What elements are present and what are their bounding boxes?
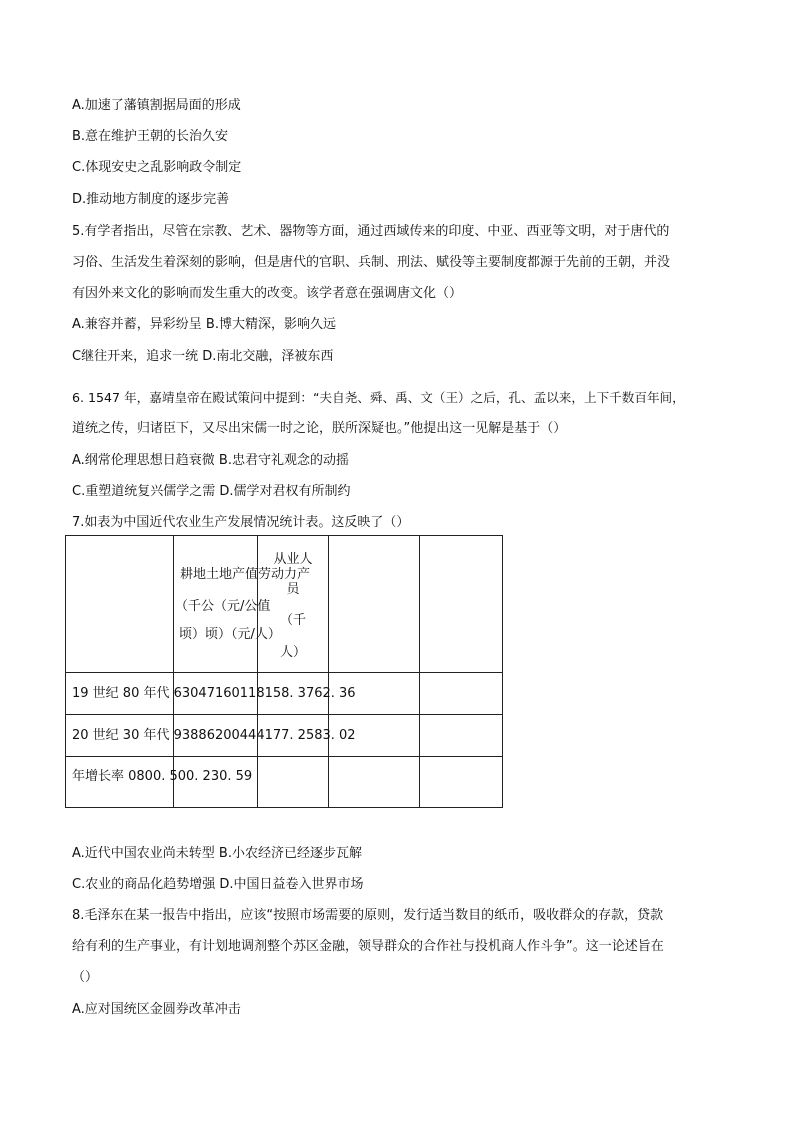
table-header-main: 耕地土地产值劳动力产 — [180, 567, 311, 582]
q8-stem-line-1: 8.毛泽东在某一报告中指出，应该“按照市场需要的原则，发行适当数目的纸币，吸收群众的存款，贷款 — [72, 908, 664, 923]
table-row-1880s: 19 世纪 80 年代 63047160118158. 3762. 36 — [72, 686, 356, 701]
q8-stem-line-2: 给有利的生产事业，有计划地调剂整个苏区金融，领导群众的合作社与投机商人作斗争”。这一论述旨在 — [72, 939, 664, 954]
table-header-col3-line-2: 员 — [286, 582, 300, 597]
q5-options-ab: A.兼容并蓄，异彩纷呈 B.博大精深，影响久远 — [72, 317, 336, 332]
q7-options-ab: A.近代中国农业尚未转型 B.小农经济已经逐步瓦解 — [72, 846, 362, 861]
q8-stem-line-3: （） — [72, 970, 99, 985]
q4-option-b: B.意在维护王朝的长治久安 — [72, 129, 229, 144]
q6-stem-line-2: 道统之传，归诸臣下，又尽出宋儒一时之论，朕所深疑也。”他提出这一见解是基于（） — [72, 421, 567, 436]
q8-option-a: A.应对国统区金圆券改革冲击 — [72, 1002, 241, 1017]
q5-options-cd: C继往开来，追求一统 D.南北交融，泽被东西 — [72, 349, 334, 364]
q5-stem-line-3: 有因外来文化的影响而发生重大的改变。该学者意在强调唐文化（） — [72, 286, 463, 301]
q5-stem-line-2: 习俗、生活发生着深刻的影响，但是唐代的官职、兵制、刑法、赋役等主要制度都源于先前的王朝，并没 — [72, 255, 671, 270]
q6-stem-line-1: 6. 1547 年，嘉靖皇帝在殿试策问中提到：“夫自尧、舜、禹、文（王）之后，孔、孟以来，上下千数百年间， — [72, 390, 685, 405]
q4-option-a: A.加速了藩镇割据局面的形成 — [72, 98, 241, 113]
table-header-col3-line-1: 从业人 — [273, 552, 313, 567]
q7-data-table — [65, 535, 503, 808]
q7-stem: 7.如表为中国近代农业生产发展情况统计表。这反映了（） — [72, 515, 410, 530]
table-row-1930s: 20 世纪 30 年代 93886200444177. 2583. 02 — [72, 728, 356, 743]
q6-options-cd: C.重塑道统复兴儒学之需 D.儒学对君权有所制约 — [72, 484, 351, 499]
table-header-col3-line-4: 人） — [279, 645, 306, 660]
q4-option-d: D.推动地方制度的逐步完善 — [72, 192, 230, 207]
q4-option-c: C.体现安史之乱影响政令制定 — [72, 160, 242, 175]
q6-options-ab: A.纲常伦理思想日趋衰微 B.忠君守礼观念的动摇 — [72, 453, 349, 468]
table-row-growth: 年增长率 0800. 500. 230. 59 — [72, 769, 253, 784]
table-header-col3-line-3: （千 — [279, 613, 306, 628]
table-header-sub2: 顷）顷）（元/人） — [179, 627, 281, 642]
q5-stem-line-1: 5.有学者指出，尽管在宗教、艺术、器物等方面，通过西域传来的印度、中亚、西亚等文明，对于唐代的 — [72, 224, 670, 239]
table-header-sub: （千公（元/公值 — [175, 599, 271, 614]
q7-options-cd: C.农业的商品化趋势增强 D.中国日益卷入世界市场 — [72, 877, 364, 892]
